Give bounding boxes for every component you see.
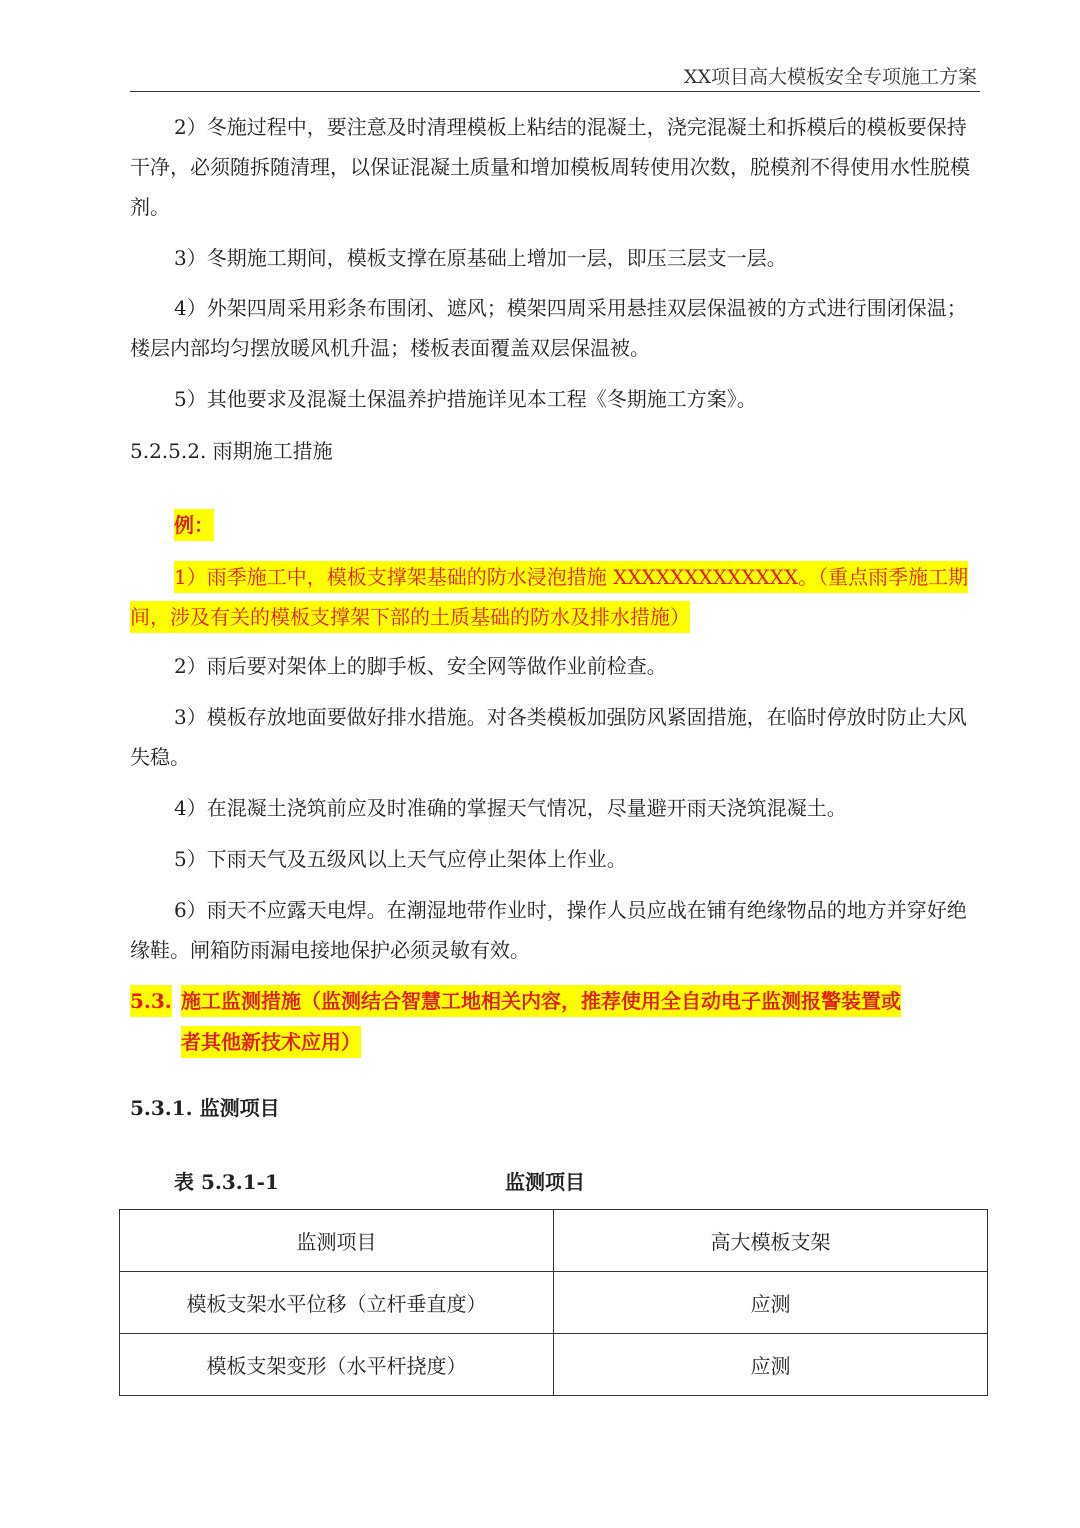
section-5-3-number: 5.3. bbox=[130, 985, 172, 1017]
paragraph-rain-5: 5）下雨天气及五级风以上天气应停止架体上作业。 bbox=[174, 847, 627, 871]
table-caption-title: 监测项目 bbox=[505, 1170, 585, 1194]
paragraph-rain-4: 4）在混凝土浇筑前应及时准确的掌握天气情况，尽量避开雨天浇筑混凝土。 bbox=[174, 796, 847, 820]
paragraph-rain-2: 2）雨后要对架体上的脚手板、安全网等做作业前检查。 bbox=[174, 654, 667, 678]
table-header-row bbox=[120, 1210, 988, 1272]
table-row bbox=[120, 1272, 988, 1334]
paragraph-winter-2: 2）冬施过程中，要注意及时清理模板上粘结的混凝土，浇完混凝土和拆模后的模板要保持干净，必须随拆随清理，以保证混凝土质量和增加模板周转使用次数，脱模剂不得使用水性脱模剂。 bbox=[130, 115, 970, 219]
header-divider bbox=[130, 91, 980, 92]
example-label bbox=[130, 505, 978, 545]
header-title: XX项目高大模板安全专项施工方案 bbox=[683, 66, 977, 88]
table-cell: 模板支架变形（水平杆挠度） bbox=[120, 1334, 554, 1396]
table-header-cell: 监测项目 bbox=[120, 1210, 554, 1272]
paragraph-winter-3: 3）冬期施工期间，模板支撑在原基础上增加一层，即压三层支一层。 bbox=[174, 246, 787, 270]
paragraph-rain-1-text: 1）雨季施工中，模板支撑架基础的防水浸泡措施 XXXXXXXXXXXXX。（重点雨季施工期间，涉及有关的模板支撑架下部的土质基础的防水及排水措施） bbox=[130, 561, 968, 633]
section-5-3-title-line2: 者其他新技术应用） bbox=[181, 1026, 361, 1058]
paragraph-winter-5: 5）其他要求及混凝土保温养护措施详见本工程《冬期施工方案》。 bbox=[174, 387, 757, 411]
paragraph-winter-4: 4）外架四周采用彩条布围闭、遮风；模架四周采用悬挂双层保温被的方式进行围闭保温；楼层内部均匀摆放暖风机升温；楼板表面覆盖双层保温被。 bbox=[130, 296, 967, 360]
paragraph-rain-6: 6）雨天不应露天电焊。在潮湿地带作业时，操作人员应战在铺有绝缘物品的地方并穿好绝缘鞋。闸箱防雨漏电接地保护必须灵敏有效。 bbox=[130, 898, 967, 962]
monitoring-table bbox=[119, 1209, 988, 1396]
section-5-3-title-line1: 施工监测措施（监测结合智慧工地相关内容，推荐使用全自动电子监测报警装置或 bbox=[181, 985, 901, 1017]
table-cell: 应测 bbox=[554, 1334, 988, 1396]
heading-rain-measures: 5.2.5.2. 雨期施工措施 bbox=[130, 439, 333, 463]
table-cell: 应测 bbox=[554, 1272, 988, 1334]
heading-5-3-1: 5.3.1. 监测项目 bbox=[130, 1096, 280, 1120]
paragraph-rain-3: 3）模板存放地面要做好排水措施。对各类模板加强防风紧固措施，在临时停放时防止大风失稳。 bbox=[130, 705, 967, 769]
table-caption-number: 表 5.3.1-1 bbox=[174, 1170, 279, 1194]
table-header-cell: 高大模板支架 bbox=[554, 1210, 988, 1272]
example-label-text: 例： bbox=[174, 509, 214, 541]
table-row bbox=[120, 1334, 988, 1396]
table-cell: 模板支架水平位移（立杆垂直度） bbox=[120, 1272, 554, 1334]
paragraph-rain-1 bbox=[130, 557, 978, 637]
